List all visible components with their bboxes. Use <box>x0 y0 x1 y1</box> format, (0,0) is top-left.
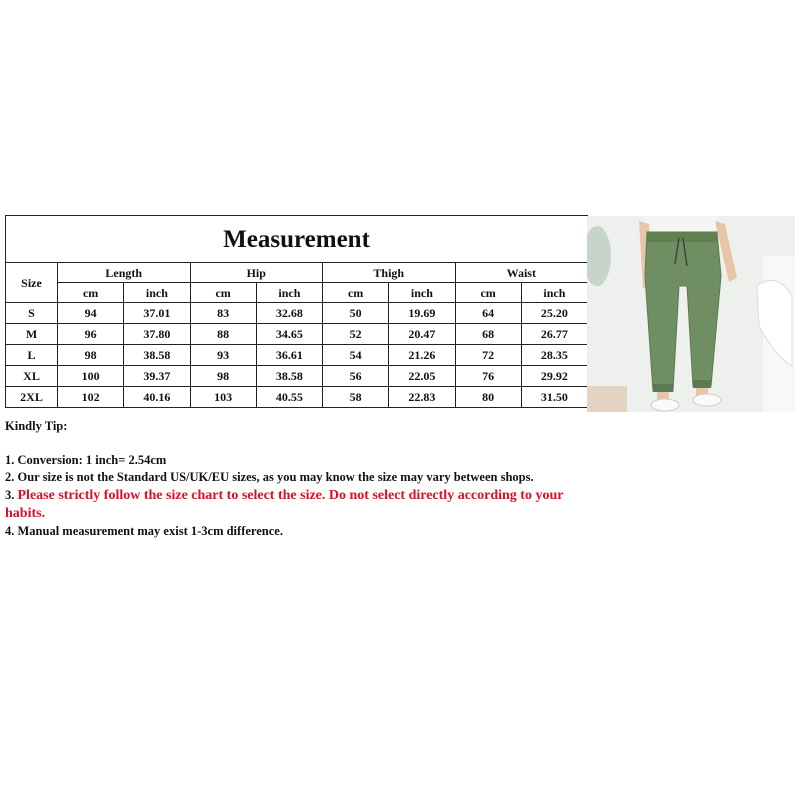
unit-header: inch <box>389 283 455 303</box>
product-photo <box>587 216 795 412</box>
table-cell: 34.65 <box>256 324 322 345</box>
kindly-tip-notes <box>5 418 605 540</box>
note-follow-chart <box>5 486 605 523</box>
unit-header: cm <box>58 283 124 303</box>
table-cell: 39.37 <box>124 366 190 387</box>
table-cell: 31.50 <box>521 387 587 408</box>
table-cell: 94 <box>58 303 124 324</box>
table-cell: 68 <box>455 324 521 345</box>
table-cell: 38.58 <box>256 366 322 387</box>
table-cell: 52 <box>323 324 389 345</box>
table-cell: 58 <box>323 387 389 408</box>
size-column-header: Size <box>6 263 58 303</box>
group-header-thigh: Thigh <box>323 263 456 283</box>
table-cell: 93 <box>190 345 256 366</box>
size-label: XL <box>6 366 58 387</box>
table-row <box>6 366 588 387</box>
table-row <box>6 387 588 408</box>
table-cell: 38.58 <box>124 345 190 366</box>
note-conversion: 1. Conversion: 1 inch= 2.54cm <box>5 453 167 467</box>
tip-heading: Kindly Tip: <box>5 419 68 433</box>
note-manual-measurement: 4. Manual measurement may exist 1-3cm difference. <box>5 524 283 538</box>
table-cell: 103 <box>190 387 256 408</box>
size-label: L <box>6 345 58 366</box>
table-title: Measurement <box>6 216 588 263</box>
size-label: S <box>6 303 58 324</box>
table-cell: 37.01 <box>124 303 190 324</box>
table-row <box>6 303 588 324</box>
table-cell: 98 <box>58 345 124 366</box>
size-label: M <box>6 324 58 345</box>
table-cell: 29.92 <box>521 366 587 387</box>
unit-header: inch <box>124 283 190 303</box>
table-cell: 32.68 <box>256 303 322 324</box>
table-row <box>6 345 588 366</box>
table-cell: 54 <box>323 345 389 366</box>
table-cell: 88 <box>190 324 256 345</box>
pants-model-illustration <box>587 216 795 412</box>
note-size-standard: 2. Our size is not the Standard US/UK/EU sizes, as you may know the size may vary between shops. <box>5 470 534 484</box>
table-cell: 40.16 <box>124 387 190 408</box>
group-header-hip: Hip <box>190 263 323 283</box>
table-cell: 83 <box>190 303 256 324</box>
table-cell: 20.47 <box>389 324 455 345</box>
unit-header: inch <box>256 283 322 303</box>
note-number: 3. <box>5 488 18 502</box>
group-header-waist: Waist <box>455 263 588 283</box>
group-header-length: Length <box>58 263 191 283</box>
table-cell: 100 <box>58 366 124 387</box>
table-cell: 26.77 <box>521 324 587 345</box>
table-cell: 40.55 <box>256 387 322 408</box>
table-cell: 19.69 <box>389 303 455 324</box>
table-cell: 25.20 <box>521 303 587 324</box>
table-cell: 98 <box>190 366 256 387</box>
size-label: 2XL <box>6 387 58 408</box>
size-chart-table <box>5 215 588 408</box>
table-cell: 28.35 <box>521 345 587 366</box>
table-cell: 21.26 <box>389 345 455 366</box>
table-cell: 56 <box>323 366 389 387</box>
table-cell: 37.80 <box>124 324 190 345</box>
table-cell: 72 <box>455 345 521 366</box>
table-cell: 96 <box>58 324 124 345</box>
unit-header: cm <box>323 283 389 303</box>
note-warning-text: Please strictly follow the size chart to select the size. Do not select directly according to your habits. <box>5 488 564 521</box>
table-row <box>6 324 588 345</box>
table-cell: 22.05 <box>389 366 455 387</box>
table-cell: 50 <box>323 303 389 324</box>
table-cell: 22.83 <box>389 387 455 408</box>
table-cell: 80 <box>455 387 521 408</box>
unit-header: cm <box>190 283 256 303</box>
table-cell: 102 <box>58 387 124 408</box>
unit-header: cm <box>455 283 521 303</box>
table-cell: 64 <box>455 303 521 324</box>
table-cell: 76 <box>455 366 521 387</box>
unit-header: inch <box>521 283 587 303</box>
table-cell: 36.61 <box>256 345 322 366</box>
